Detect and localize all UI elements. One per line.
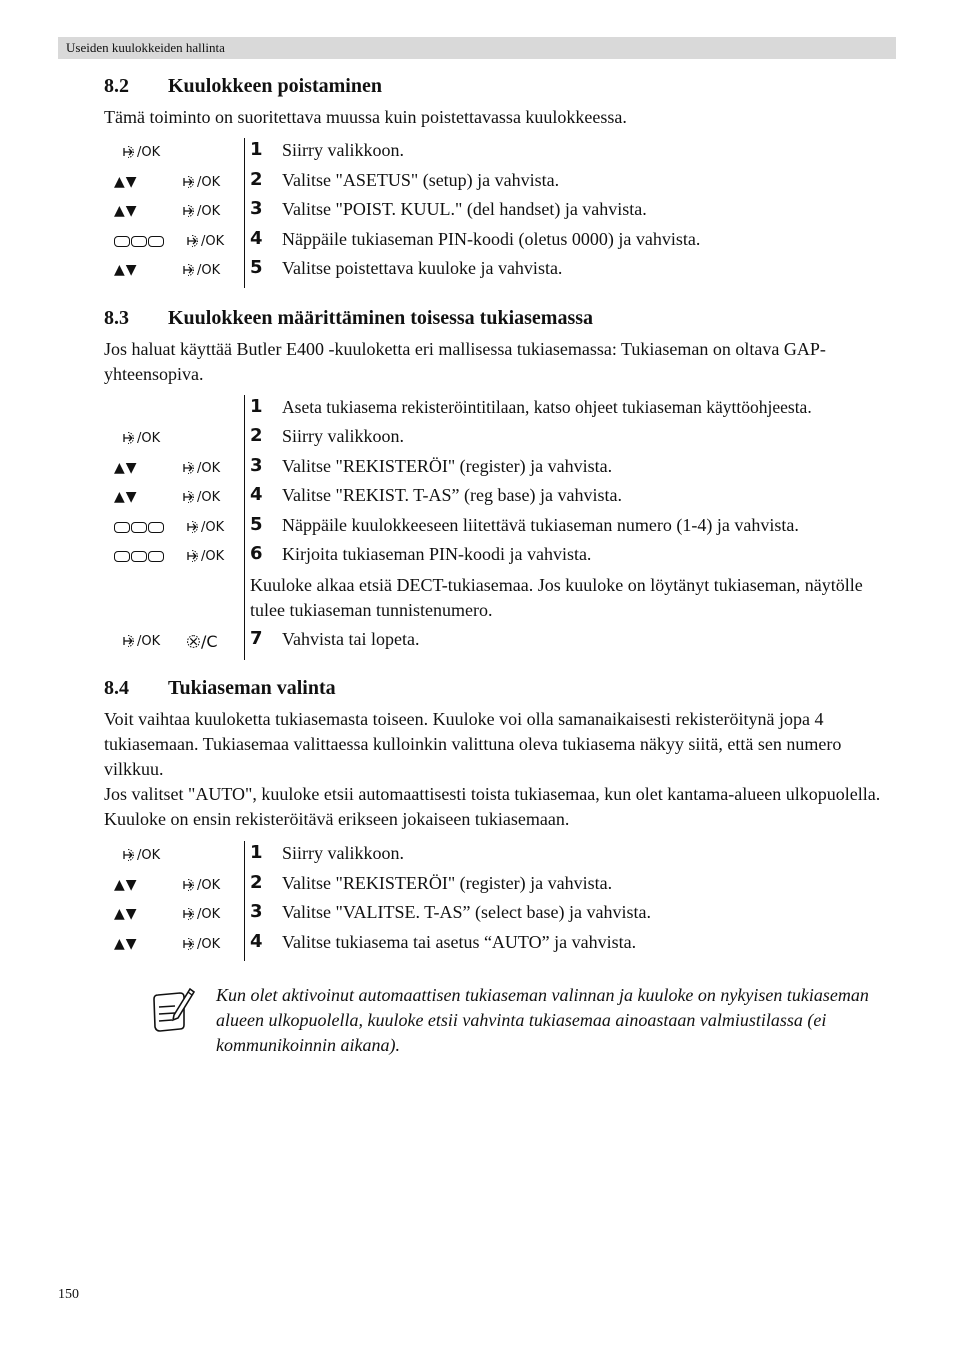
- steps-8-4: [104, 841, 904, 961]
- step-row: [104, 256, 904, 285]
- section-intro: Tämä toiminto on suoritettava muussa kuin poistettavassa kuulokkeessa.: [104, 107, 627, 127]
- step-number: 2: [250, 872, 263, 893]
- section-intro: Jos haluat käyttää Butler E400 -kuuloketta eri mallisessa tukiasemassa: Tukiaseman on oltava GAP-yhteensopiva.: [104, 339, 826, 384]
- running-header: Useiden kuulokkeiden hallinta: [58, 37, 896, 59]
- step-number: 7: [250, 628, 263, 649]
- steps-8-3: [104, 395, 904, 660]
- step-note: Kuuloke alkaa etsiä DECT-tukiasemaa. Jos kuuloke on löytänyt tukiaseman, näytölle tulee tukiaseman tunnistenumero.: [250, 575, 863, 620]
- section-heading-8-4: [104, 677, 336, 700]
- ok-key-icon: [182, 487, 220, 507]
- step-text: Kirjoita tukiaseman PIN-koodi ja vahvista.: [282, 544, 592, 564]
- section-heading-8-2: [104, 75, 382, 98]
- section-number: 8.2: [104, 75, 129, 97]
- step-text: Siirry valikkoon.: [282, 140, 404, 160]
- up-down-arrows-icon: ▲▼: [114, 174, 138, 190]
- ok-key-icon: [122, 631, 160, 651]
- ok-key-icon: [186, 231, 224, 251]
- ok-key-icon: [122, 142, 160, 162]
- step-row: [104, 871, 904, 900]
- ok-key-icon: [182, 201, 220, 221]
- c-key-icon: [186, 631, 218, 651]
- note-pencil-icon: [150, 985, 196, 1040]
- step-row: [104, 197, 904, 226]
- step-number: 1: [250, 842, 263, 863]
- step-number: 2: [250, 425, 263, 446]
- steps-8-2: [104, 138, 904, 288]
- ok-key-label: /OK: [197, 489, 221, 505]
- step-row: [104, 424, 904, 453]
- step-row: [104, 483, 904, 512]
- step-number: 3: [250, 198, 263, 219]
- ok-key-label: /OK: [201, 548, 225, 564]
- step-number: 3: [250, 901, 263, 922]
- up-down-arrows-icon: ▲▼: [114, 877, 138, 893]
- section-intro: Voit vaihtaa kuuloketta tukiasemasta toiseen. Kuuloke voi olla samanaikaisesti rekisteröitynä jopa 4 tukiasemaan. Tukiasemaa valittaessa kulloinkin valittuna oleva tukiasema näkyy siitä, että sen numero vilkkuu.: [104, 709, 842, 779]
- page-number: 150: [58, 1287, 79, 1302]
- step-text: Valitse "VALITSE. T-AS” (select base) ja vahvista.: [282, 902, 651, 922]
- step-number: 4: [250, 931, 263, 952]
- step-text: Valitse "ASETUS" (setup) ja vahvista.: [282, 170, 560, 190]
- up-down-arrows-icon: ▲▼: [114, 936, 138, 952]
- step-row: [104, 900, 904, 929]
- section-heading-8-3: [104, 307, 593, 330]
- ok-key-label: /OK: [137, 430, 161, 446]
- step-number: 4: [250, 228, 263, 249]
- ok-key-icon: [182, 458, 220, 478]
- section-title: Kuulokkeen poistaminen: [168, 75, 382, 97]
- step-row: [104, 542, 904, 571]
- ok-key-icon: [122, 428, 160, 448]
- up-down-arrows-icon: ▲▼: [114, 262, 138, 278]
- step-text: Valitse poistettava kuuloke ja vahvista.: [282, 258, 563, 278]
- step-text: Valitse "REKISTERÖI" (register) ja vahvista.: [282, 456, 613, 476]
- ok-key-label: /OK: [197, 936, 221, 952]
- step-row: [104, 627, 904, 656]
- number-keys-icon: [114, 231, 164, 251]
- section-number: 8.3: [104, 307, 129, 329]
- ok-key-label: /OK: [197, 262, 221, 278]
- ok-key-label: /OK: [197, 906, 221, 922]
- ok-key-label: /OK: [197, 203, 221, 219]
- ok-key-icon: [186, 517, 224, 537]
- section-intro-2: Jos valitset "AUTO", kuuloke etsii automaattisesti toista tukiasemaa, kun olet kantama-alueen ulkopuolella. Kuuloke on ensin rekisteröitävä erikseen jokaiseen tukiasemaan.: [104, 784, 881, 829]
- ok-key-label: /OK: [197, 877, 221, 893]
- step-row: [104, 168, 904, 197]
- step-text: Valitse "REKIST. T-AS” (reg base) ja vahvista.: [282, 485, 622, 505]
- note-text: Kun olet aktivoinut automaattisen tukiaseman valinnan ja kuuloke on nykyisen tukiaseman alueen ulkopuolella, kuuloke etsii vahvinta tukiasemaa ainoastaan valmiustilassa (ei kommunikoinnin aikana).: [216, 985, 869, 1055]
- step-row: [104, 454, 904, 483]
- ok-key-label: /OK: [197, 460, 221, 476]
- up-down-arrows-icon: ▲▼: [114, 906, 138, 922]
- step-text: Vahvista tai lopeta.: [282, 629, 420, 649]
- ok-key-label: /OK: [197, 174, 221, 190]
- step-row: [104, 138, 904, 167]
- number-keys-icon: [114, 517, 164, 537]
- step-text: Valitse tukiasema tai asetus “AUTO” ja vahvista.: [282, 932, 637, 952]
- step-row: [104, 513, 904, 542]
- step-row: [104, 841, 904, 870]
- up-down-arrows-icon: ▲▼: [114, 203, 138, 219]
- ok-key-icon: [122, 845, 160, 865]
- step-text: Siirry valikkoon.: [282, 426, 404, 446]
- step-row: [104, 395, 904, 424]
- step-text: Siirry valikkoon.: [282, 843, 404, 863]
- c-key-label: /C: [201, 631, 218, 651]
- ok-key-icon: [182, 934, 220, 954]
- ok-key-label: /OK: [137, 633, 161, 649]
- step-number: 5: [250, 514, 263, 535]
- up-down-arrows-icon: ▲▼: [114, 460, 138, 476]
- ok-key-icon: [182, 172, 220, 192]
- step-number: 6: [250, 543, 263, 564]
- section-number: 8.4: [104, 677, 129, 699]
- step-number: 4: [250, 484, 263, 505]
- ok-key-icon: [182, 260, 220, 280]
- step-text: Valitse "POIST. KUUL." (del handset) ja vahvista.: [282, 199, 647, 219]
- step-number: 3: [250, 455, 263, 476]
- step-text: Näppäile tukiaseman PIN-koodi (oletus 0000) ja vahvista.: [282, 229, 701, 249]
- number-keys-icon: [114, 546, 164, 566]
- section-title: Kuulokkeen määrittäminen toisessa tukiasemassa: [168, 307, 594, 329]
- ok-key-label: /OK: [201, 519, 225, 535]
- step-text: Valitse "REKISTERÖI" (register) ja vahvista.: [282, 873, 613, 893]
- ok-key-label: /OK: [137, 144, 161, 160]
- step-row: [104, 930, 904, 959]
- ok-key-icon: [186, 546, 224, 566]
- ok-key-icon: [182, 904, 220, 924]
- ok-key-label: /OK: [201, 233, 225, 249]
- up-down-arrows-icon: ▲▼: [114, 489, 138, 505]
- step-number: 1: [250, 396, 263, 417]
- section-title: Tukiaseman valinta: [168, 677, 336, 699]
- step-number: 5: [250, 257, 263, 278]
- ok-key-label: /OK: [137, 847, 161, 863]
- step-row: [104, 227, 904, 256]
- step-number: 1: [250, 139, 263, 160]
- step-text: Aseta tukiasema rekisteröintitilaan, katso ohjeet tukiaseman käyttöohjeesta.: [282, 397, 812, 417]
- step-text: Näppäile kuulokkeeseen liitettävä tukiaseman numero (1-4) ja vahvista.: [282, 515, 799, 535]
- step-number: 2: [250, 169, 263, 190]
- ok-key-icon: [182, 875, 220, 895]
